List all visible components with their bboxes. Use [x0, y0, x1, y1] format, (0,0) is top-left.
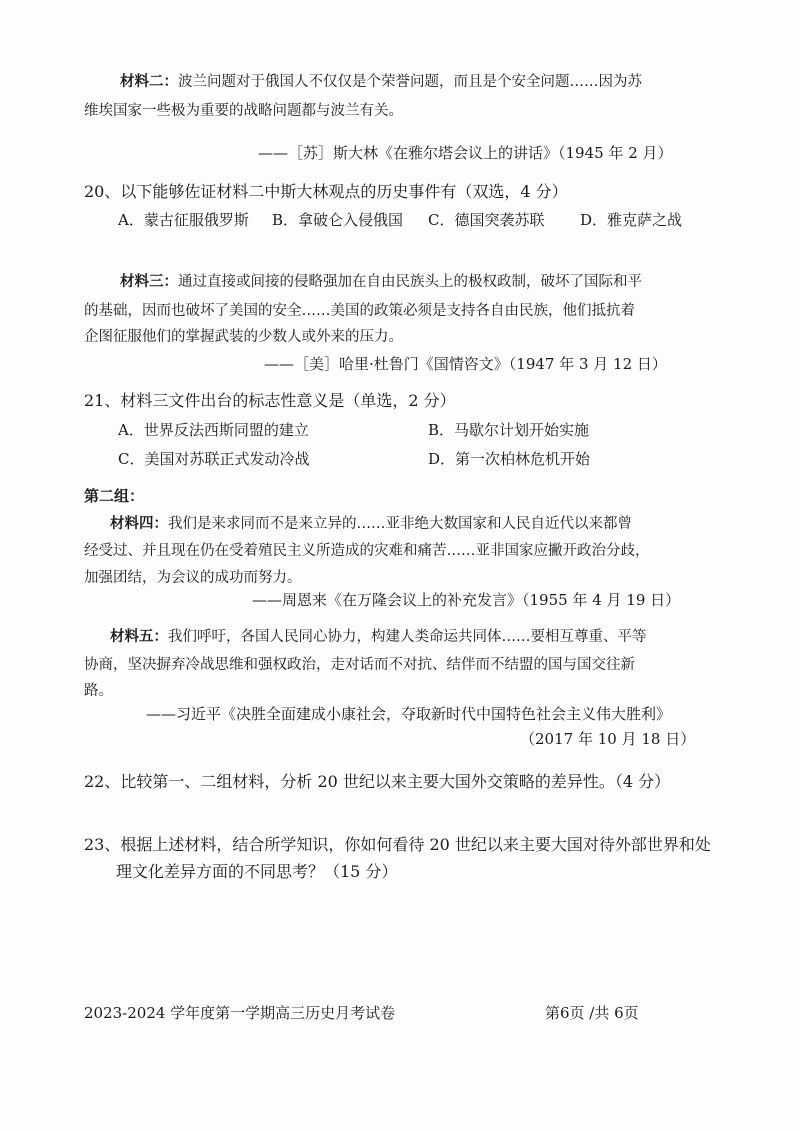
question-21-option-c: C．美国对苏联正式发动冷战	[118, 450, 310, 468]
material-2-text-1: 波兰问题对于俄国人不仅仅是个荣誉问题，而且是个安全问题……因为苏	[178, 74, 642, 90]
material-5-line-3: 路。	[84, 683, 113, 699]
material-3-source: ——［美］哈里·杜鲁门《国情咨文》（1947 年 3 月 12 日）	[264, 355, 667, 373]
question-20-option-b: B．拿破仑入侵俄国	[272, 211, 404, 229]
material-5-label: 材料五：	[110, 629, 168, 645]
material-2-label: 材料二：	[120, 74, 178, 90]
question-23-line-1: 23、根据上述材料，结合所学知识，你如何看待 20 世纪以来主要大国对待外部世界和处	[84, 835, 711, 854]
footer-page-number: 第6页 /共 6页	[545, 1004, 639, 1022]
question-21-option-a: A．世界反法西斯同盟的建立	[118, 421, 309, 439]
material-2-source: ——［苏］斯大林《在雅尔塔会议上的讲话》（1945 年 2 月）	[258, 144, 673, 162]
material-4-line-3: 加强团结，为会议的成功而努力。	[84, 570, 302, 586]
material-2-line-2: 维埃国家一些极为重要的战略问题都与波兰有关。	[84, 103, 403, 119]
material-2-line-1	[120, 72, 642, 92]
question-21-option-b: B．马歇尔计划开始实施	[428, 421, 590, 439]
material-3-label: 材料三：	[120, 274, 178, 290]
question-20-stem: 20、以下能够佐证材料二中斯大林观点的历史事件有（双选，4 分）	[84, 182, 568, 201]
question-23-line-2: 理文化差异方面的不同思考？（15 分）	[116, 862, 398, 881]
material-3-line-1	[120, 272, 642, 292]
material-4-source: ——周恩来《在万隆会议上的补充发言》（1955 年 4 月 19 日）	[252, 591, 681, 609]
question-22-stem: 22、比较第一、二组材料，分析 20 世纪以来主要大国外交策略的差异性。（4 分）	[84, 772, 671, 791]
material-5-line-2: 协商，坚决摒弃冷战思维和强权政治，走对话而不对抗、结伴而不结盟的国与国交往新	[84, 657, 635, 673]
question-21-option-d: D．第一次柏林危机开始	[428, 450, 591, 468]
material-3-line-2: 的基础，因而也破坏了美国的安全……美国的政策必须是支持各自由民族，他们抵抗着	[84, 303, 635, 319]
material-4-line-2: 经受过、并且现在仍在受着殖民主义所造成的灾难和痛苦……亚非国家应撇开政治分歧，	[84, 543, 650, 559]
material-5-text-1: 我们呼吁，各国人民同心协力，构建人类命运共同体……要相互尊重、平等	[168, 629, 647, 645]
material-4-text-1: 我们是来求同而不是来立异的……亚非绝大数国家和人民自近代以来都曾	[168, 516, 632, 532]
question-20-option-a: A．蒙古征服俄罗斯	[118, 211, 249, 229]
question-20-option-d: D．雅克萨之战	[580, 211, 683, 229]
material-4-line-1	[110, 514, 632, 534]
material-3-line-3: 企图征服他们的掌握武装的少数人或外来的压力。	[84, 329, 403, 345]
footer-exam-title: 2023-2024 学年度第一学期高三历史月考试卷	[84, 1004, 396, 1022]
material-5-line-1	[110, 627, 647, 647]
material-3-text-1: 通过直接或间接的侵略强加在自由民族头上的极权政制，破坏了国际和平	[178, 274, 642, 290]
material-4-label: 材料四：	[110, 516, 168, 532]
question-20-option-c: C．德国突袭苏联	[428, 211, 545, 229]
group-2-header: 第二组：	[84, 487, 145, 505]
material-5-date: （2017 年 10 月 18 日）	[520, 730, 696, 748]
question-21-stem: 21、材料三文件出台的标志性意义是（单选，2 分）	[84, 391, 456, 410]
material-5-source: ——习近平《决胜全面建成小康社会，夺取新时代中国特色社会主义伟大胜利》	[146, 705, 672, 723]
